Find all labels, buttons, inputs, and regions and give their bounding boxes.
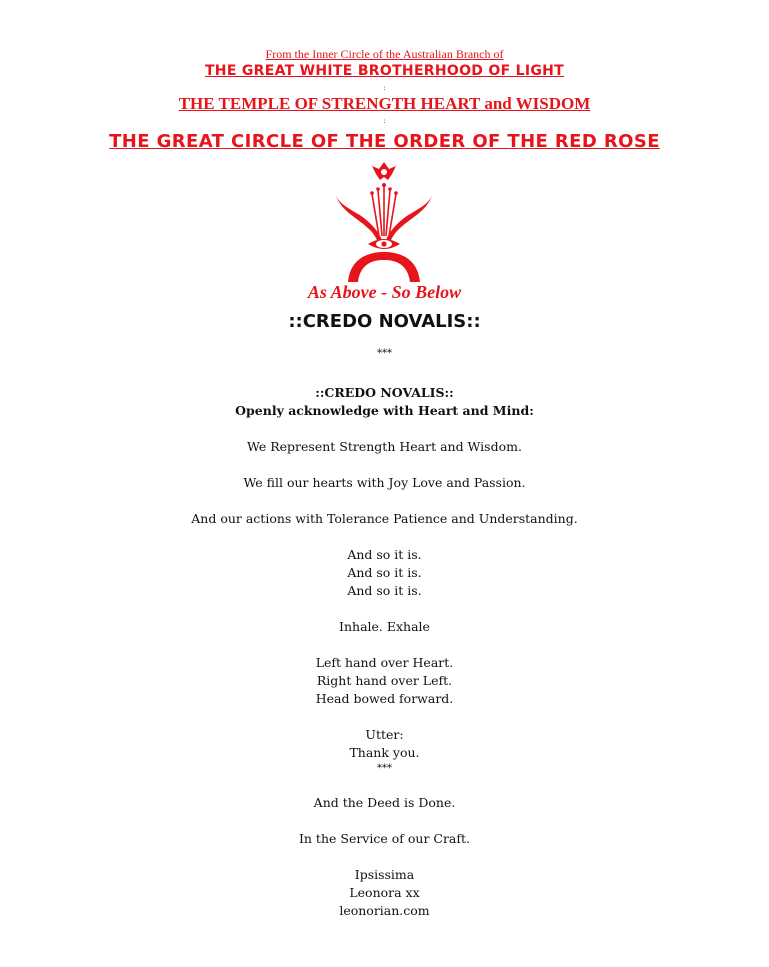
stars-separator-1: *** bbox=[377, 348, 392, 359]
gesture-line: Head bowed forward. bbox=[315, 691, 454, 706]
credo-body bbox=[0, 384, 769, 920]
credo-subheading: Openly acknowledge with Heart and Mind: bbox=[235, 403, 534, 418]
so-it-is-line: And so it is. bbox=[347, 583, 422, 598]
breath-line: Inhale. Exhale bbox=[339, 619, 430, 634]
temple-title: THE TEMPLE OF STRENGTH HEART and WISDOM bbox=[178, 94, 591, 113]
order-title: THE GREAT CIRCLE OF THE ORDER OF THE RED ROSE bbox=[109, 131, 660, 152]
stars-separator-2: *** bbox=[377, 763, 392, 774]
service-line: In the Service of our Craft. bbox=[298, 831, 471, 846]
page-title: ::CREDO NOVALIS:: bbox=[288, 311, 481, 332]
gesture-line: Left hand over Heart. bbox=[315, 655, 454, 670]
line-hearts: We fill our hearts with Joy Love and Passion. bbox=[243, 475, 526, 490]
gesture-line: Right hand over Left. bbox=[316, 673, 453, 688]
so-it-is-line: And so it is. bbox=[347, 547, 422, 562]
deed-line: And the Deed is Done. bbox=[313, 795, 456, 810]
so-it-is-line: And so it is. bbox=[347, 565, 422, 580]
brotherhood-title: THE GREAT WHITE BROTHERHOOD OF LIGHT bbox=[204, 63, 565, 79]
separator-2: : bbox=[383, 117, 386, 125]
motto: As Above - So Below bbox=[307, 282, 462, 302]
line-actions: And our actions with Tolerance Patience and Understanding. bbox=[191, 511, 578, 526]
signature-website: leonorian.com bbox=[339, 903, 430, 918]
thanks-line: Thank you. bbox=[349, 745, 420, 760]
signature-title: Ipsissima bbox=[354, 867, 415, 882]
signature-name: Leonora xx bbox=[349, 885, 420, 900]
red-rose-emblem-icon bbox=[332, 160, 436, 282]
credo-heading: ::CREDO NOVALIS:: bbox=[315, 385, 454, 400]
intro-line: From the Inner Circle of the Australian Branch of bbox=[265, 47, 504, 61]
utter-line: Utter: bbox=[365, 727, 404, 742]
separator-1: : bbox=[383, 84, 386, 92]
line-represent: We Represent Strength Heart and Wisdom. bbox=[247, 439, 522, 454]
